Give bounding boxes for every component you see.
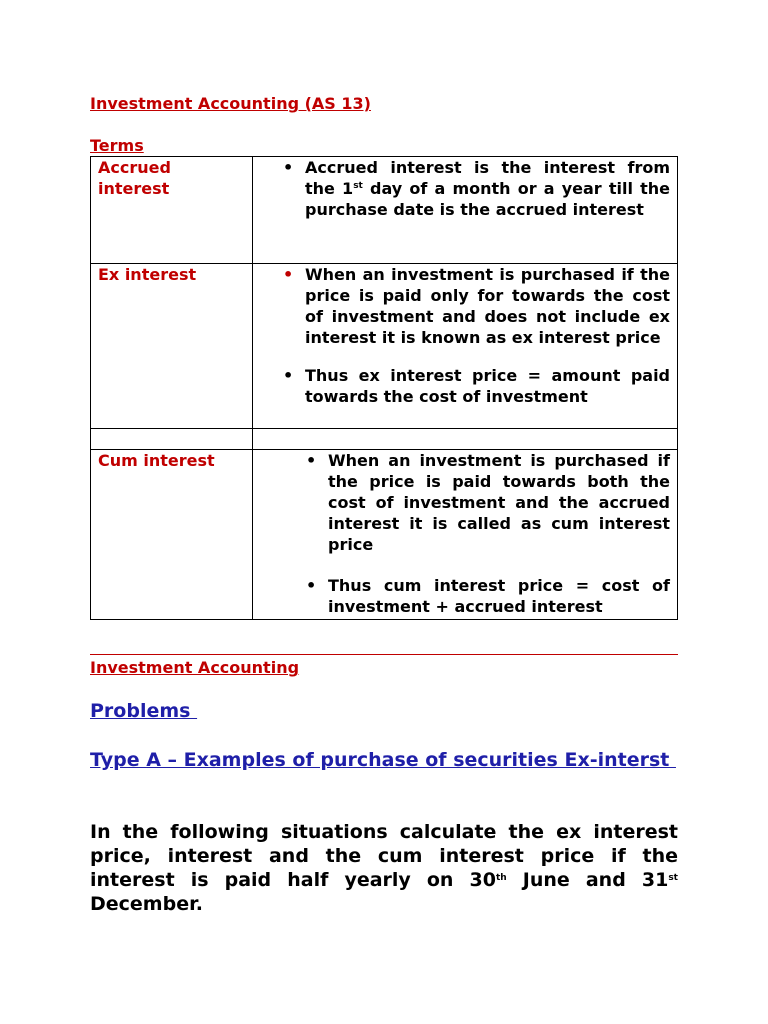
- list-item: [283, 264, 670, 348]
- list-item: [283, 365, 670, 407]
- bullet-icon: •: [283, 265, 294, 284]
- list-item: [306, 575, 670, 617]
- definition-text: Thus cum interest price = cost of investment + accrued interest: [328, 576, 670, 616]
- document-title: Investment Accounting (AS 13): [90, 94, 371, 113]
- definition-list: [283, 157, 670, 220]
- definition-text: Thus ex interest price = amount paid towards the cost of investment: [305, 366, 670, 406]
- term-cell-ex-interest: [91, 264, 253, 429]
- instruction-text: In the following situations calculate the ex interest price, interest and the cum interest price if the interest is paid half yearly on 30: [90, 821, 678, 891]
- term-label: Cum interest: [98, 451, 215, 470]
- ordinal-suffix: th: [495, 873, 507, 883]
- definition-list: [306, 450, 670, 617]
- list-item: [306, 450, 670, 555]
- definition-cell: [253, 264, 678, 429]
- term-label: Accrued interest: [98, 158, 171, 198]
- definition-cell: [253, 157, 678, 264]
- empty-cell: [91, 429, 253, 450]
- term-label: Ex interest: [98, 265, 197, 284]
- definition-text: day of a month or a year till the purchase date is the accrued interest: [305, 179, 670, 219]
- section-divider: [90, 654, 678, 655]
- terms-heading: Terms: [90, 136, 144, 155]
- table-row: [91, 429, 678, 450]
- definition-cell: [253, 450, 678, 620]
- bullet-icon: •: [306, 576, 317, 595]
- ordinal-suffix: st: [668, 873, 678, 883]
- bullet-icon: •: [283, 158, 294, 177]
- problems-heading: Problems: [90, 700, 198, 722]
- type-a-heading: Type A – Examples of purchase of securities Ex-interst: [90, 749, 676, 771]
- section-heading: Investment Accounting: [90, 658, 300, 677]
- table-row: [91, 157, 678, 264]
- instruction-text: June and 31: [506, 869, 669, 891]
- list-item: [283, 157, 670, 220]
- bullet-icon: •: [306, 451, 317, 470]
- term-cell-accrued-interest: [91, 157, 253, 264]
- bullet-icon: •: [283, 366, 294, 385]
- definition-list: [283, 264, 670, 407]
- table-row: [91, 450, 678, 620]
- definition-text: When an investment is purchased if the price is paid only for towards the cost of investment and does not include ex interest it is known as ex interest price: [305, 265, 670, 347]
- definition-text: When an investment is purchased if the price is paid towards both the cost of investment and the accrued interest it is called as cum interest price: [328, 451, 670, 554]
- term-cell-cum-interest: [91, 450, 253, 620]
- terms-table: [90, 156, 678, 620]
- table-row: [91, 264, 678, 429]
- empty-cell: [253, 429, 678, 450]
- problem-instruction: [90, 820, 678, 916]
- definition-text: Accrued interest is the interest from the 1: [305, 158, 670, 198]
- instruction-text: December.: [90, 893, 203, 915]
- ordinal-suffix: st: [353, 181, 363, 191]
